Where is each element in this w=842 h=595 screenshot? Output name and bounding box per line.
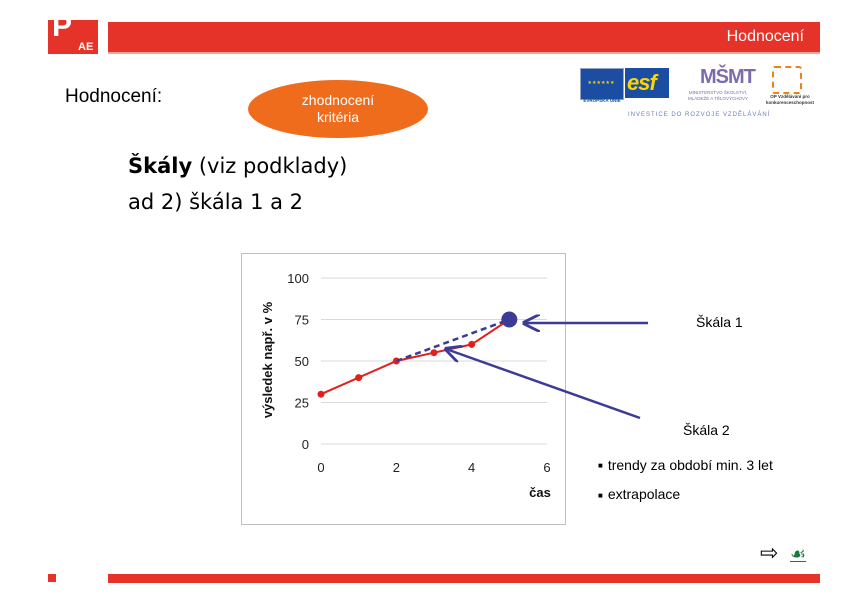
- x-axis-label: čas: [529, 485, 551, 500]
- eu-stars-icon: ★★★★★★: [587, 80, 615, 86]
- y-tick-label: 50: [294, 354, 309, 369]
- msmt-caption: MINISTERSTVO ŠKOLSTVÍ, MLÁDEŽE A TĚLOVÝCHOVY: [688, 90, 748, 101]
- series-line: [321, 320, 509, 395]
- y-tick-label: 100: [287, 271, 309, 286]
- page-title: Hodnocení: [726, 28, 804, 45]
- criteria-pill-label: zhodnocení kritéria: [301, 92, 375, 125]
- x-tick-label: 6: [543, 460, 551, 475]
- skaly-subline: ad 2) škála 1 a 2: [128, 190, 304, 214]
- data-point: [318, 391, 325, 398]
- section-title: Hodnocení:: [65, 86, 163, 107]
- bullet-square-icon: ■: [598, 490, 603, 500]
- msmt-logo: MŠMT: [700, 66, 755, 88]
- motto: Cesta ke kvalitě: [114, 44, 204, 54]
- bullet-square-icon: ■: [598, 461, 603, 471]
- logo-symbol: P: [52, 10, 73, 43]
- y-tick-label: 25: [294, 395, 309, 411]
- trend-line: [396, 320, 509, 362]
- y-tick-label: 0: [301, 437, 309, 452]
- op-caption: OP Vzdělávání pro konkurenceschopnost: [765, 94, 814, 105]
- y-axis-label: výsledek např. v %: [260, 301, 275, 419]
- x-tick-label: 2: [392, 460, 400, 475]
- investice-caption: INVESTICE DO ROZVOJE VZDĚLÁVÁNÍ: [628, 112, 771, 118]
- logo-letters: AE: [78, 41, 94, 53]
- x-tick-label: 4: [468, 460, 476, 475]
- nav-link-icon[interactable]: ☙: [790, 544, 807, 564]
- skala1-label: Škála 1: [696, 314, 743, 330]
- next-arrow-icon[interactable]: ⇨: [760, 540, 779, 565]
- data-point: [355, 374, 362, 381]
- footer-square: [48, 574, 56, 582]
- footer-bar: [108, 574, 820, 583]
- bullet-item: [598, 451, 773, 480]
- data-point: [431, 349, 438, 356]
- bullet-item: [598, 480, 773, 509]
- skala2-label: Škála 2: [683, 422, 730, 438]
- bullet-list: [598, 451, 773, 510]
- esf-text: esf: [627, 70, 656, 95]
- data-point: [468, 341, 475, 348]
- skaly-bold: Škály: [128, 154, 193, 178]
- skala2-arrow: [446, 349, 640, 418]
- highlight-point: [501, 312, 517, 328]
- x-tick-label: 0: [317, 460, 325, 475]
- eu-caption: EVROPSKÁ UNIE: [583, 98, 621, 103]
- bullet-text: trendy za období min. 3 let: [607, 457, 773, 473]
- y-tick-label: 75: [294, 312, 309, 328]
- bullet-text: extrapolace: [607, 486, 681, 503]
- skaly-rest: (viz podklady): [192, 154, 348, 178]
